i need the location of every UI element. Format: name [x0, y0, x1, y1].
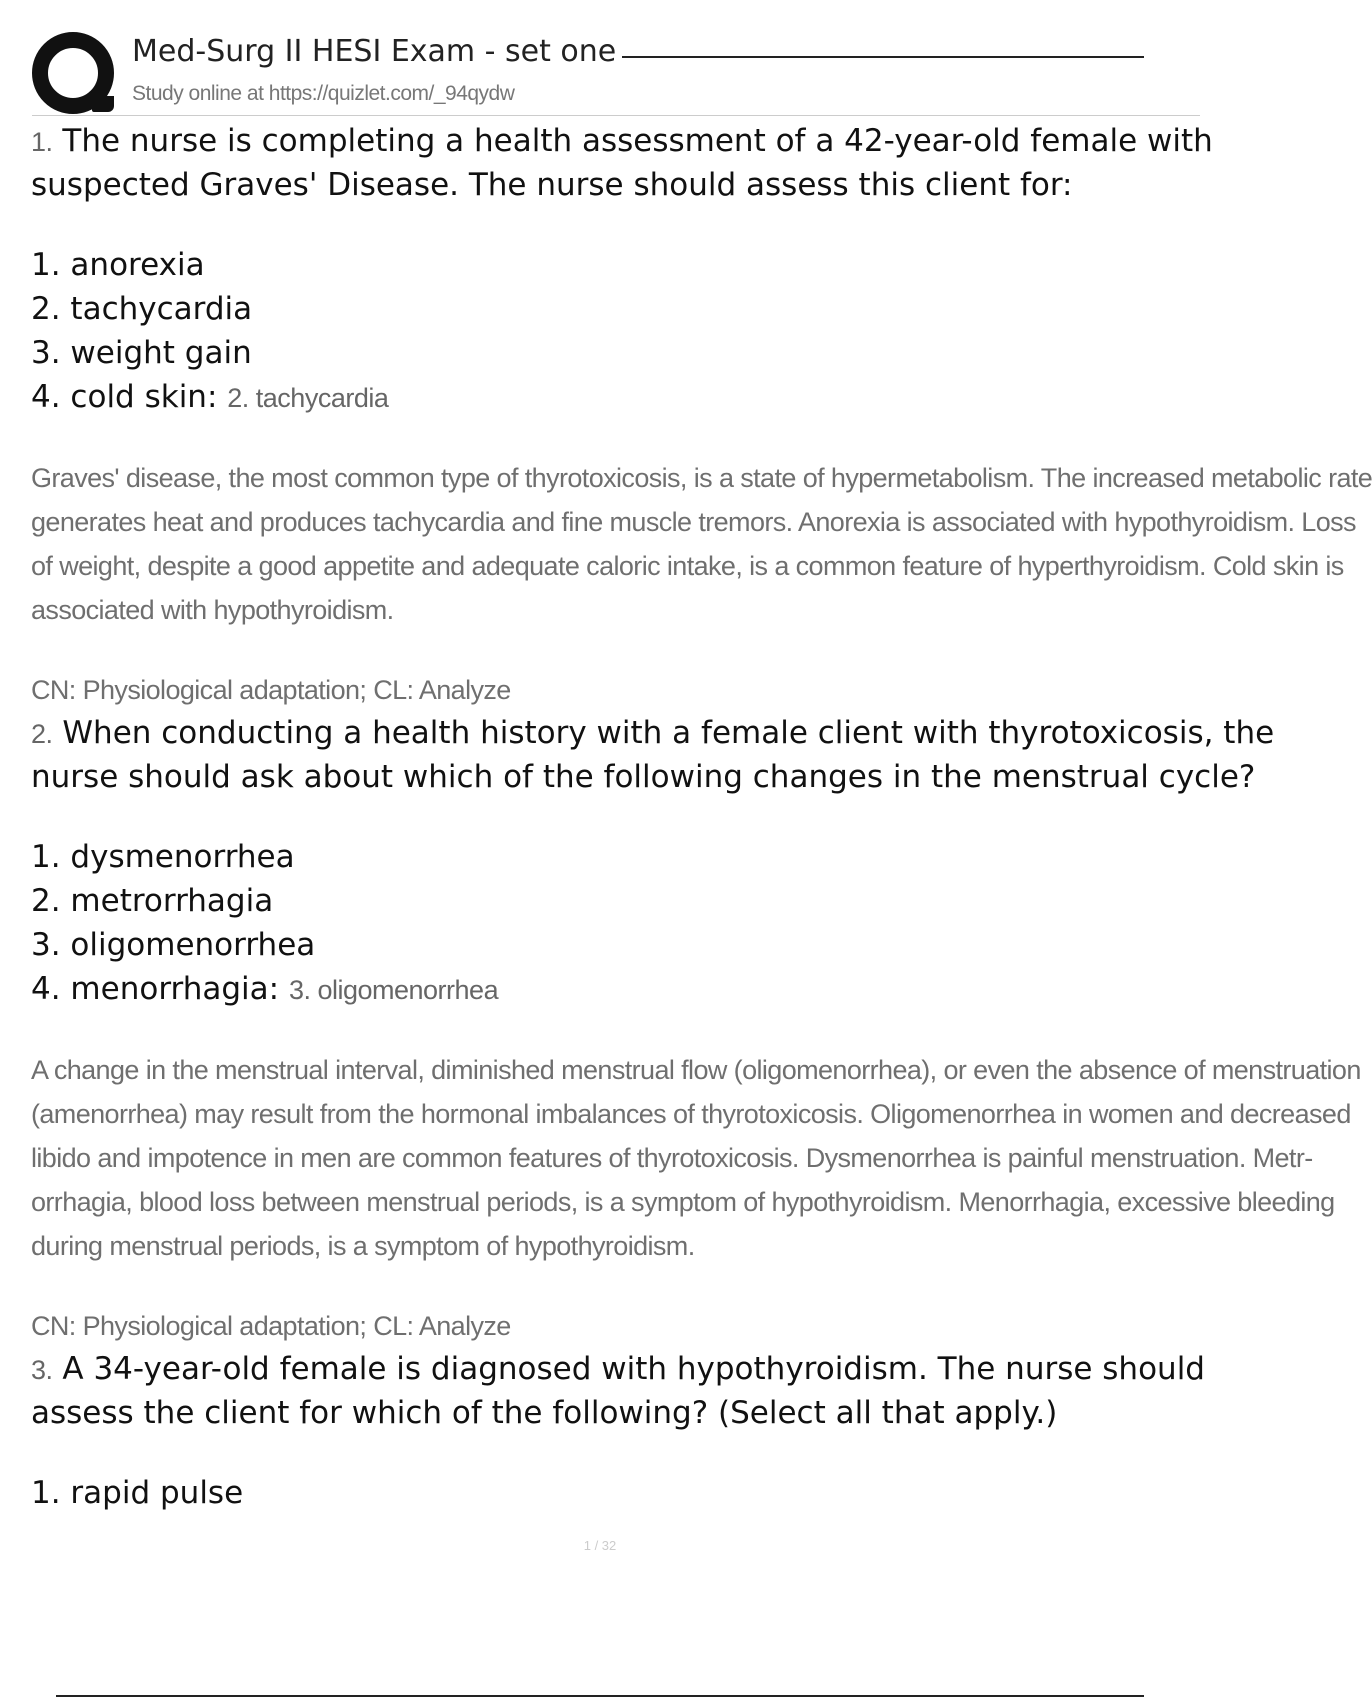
question-number: 3.: [31, 1355, 53, 1385]
option-last: [31, 967, 1200, 1012]
option-text: 4. menorrhagia:: [31, 971, 280, 1007]
question-text: [31, 1348, 1205, 1435]
explanation-line: orrhagia, blood loss between menstrual periods, is a symptom of hypothyroidism. Menorrhagia, excessive bleeding: [31, 1187, 1335, 1217]
option-list: [31, 1471, 1200, 1515]
question-number: 2.: [31, 719, 53, 749]
option-last: [31, 375, 1200, 420]
option-list: [31, 243, 1200, 420]
question-line: assess the client for which of the following? (Select all that apply.): [31, 1395, 1058, 1431]
category-tag: CN: Physiological adaptation; CL: Analyze: [31, 675, 511, 705]
explanation: [31, 456, 1372, 632]
document-subtitle: Study online at https://quizlet.com/_94qydw: [132, 82, 515, 105]
answer: 2. tachycardia: [227, 383, 389, 413]
explanation: [31, 1048, 1361, 1268]
answer: 3. oligomenorrhea: [288, 975, 499, 1005]
question-line: nurse should ask about which of the following changes in the menstrual cycle?: [31, 759, 1256, 795]
category-tag: CN: Physiological adaptation; CL: Analyze: [31, 1311, 511, 1341]
option: 1. anorexia: [31, 247, 205, 283]
option: 1. dysmenorrhea: [31, 839, 295, 875]
option: 2. metrorrhagia: [31, 883, 274, 919]
question-line: When conducting a health history with a female client with thyrotoxicosis, the: [62, 715, 1275, 751]
question-line: The nurse is completing a health assessment of a 42-year-old female with: [62, 123, 1213, 159]
question-text: [31, 712, 1275, 799]
question-number: 1.: [31, 127, 53, 157]
option: 2. tachycardia: [31, 291, 253, 327]
explanation-line: (amenorrhea) may result from the hormonal imbalances of thyrotoxicosis. Oligomenorrhea in women and decreased: [31, 1099, 1351, 1129]
question-3: [31, 1348, 1205, 1515]
option-list: [31, 835, 1200, 1012]
explanation-line: Graves' disease, the most common type of thyrotoxicosis, is a state of hypermetabolism. The increased metabolic rate: [31, 463, 1372, 493]
option: 1. rapid pulse: [31, 1475, 244, 1511]
document-title: Med-Surg II HESI Exam - set one: [132, 34, 622, 69]
option: 3. weight gain: [31, 335, 252, 371]
option-text: 4. cold skin:: [31, 379, 218, 415]
header-divider: [32, 115, 1200, 116]
question-line: suspected Graves' Disease. The nurse should assess this client for:: [31, 167, 1073, 203]
explanation-line: associated with hypothyroidism.: [31, 595, 394, 625]
explanation-line: of weight, despite a good appetite and adequate caloric intake, is a common feature of hyperthyroidism. Cold skin is: [31, 551, 1344, 581]
explanation-line: during menstrual periods, is a symptom of hypothyroidism.: [31, 1231, 695, 1261]
question-1: [31, 120, 1372, 712]
quizlet-logo-tail: [92, 96, 114, 112]
footer-divider: [56, 1695, 1144, 1697]
page-number: 1 / 32: [583, 1538, 617, 1553]
question-text: [31, 120, 1213, 207]
document-header: [32, 28, 1200, 118]
option: 3. oligomenorrhea: [31, 927, 316, 963]
question-list: [31, 120, 1372, 1515]
explanation-line: A change in the menstrual interval, diminished menstrual flow (oligomenorrhea), or even the absence of menstruation: [31, 1055, 1361, 1085]
explanation-line: generates heat and produces tachycardia and fine muscle tremors. Anorexia is associated with hypothyroidism. Loss: [31, 507, 1356, 537]
question-line: A 34-year-old female is diagnosed with hypothyroidism. The nurse should: [62, 1351, 1205, 1387]
explanation-line: libido and impotence in men are common features of thyrotoxicosis. Dysmenorrhea is painful menstruation. Metr-: [31, 1143, 1313, 1173]
question-2: [31, 712, 1361, 1348]
